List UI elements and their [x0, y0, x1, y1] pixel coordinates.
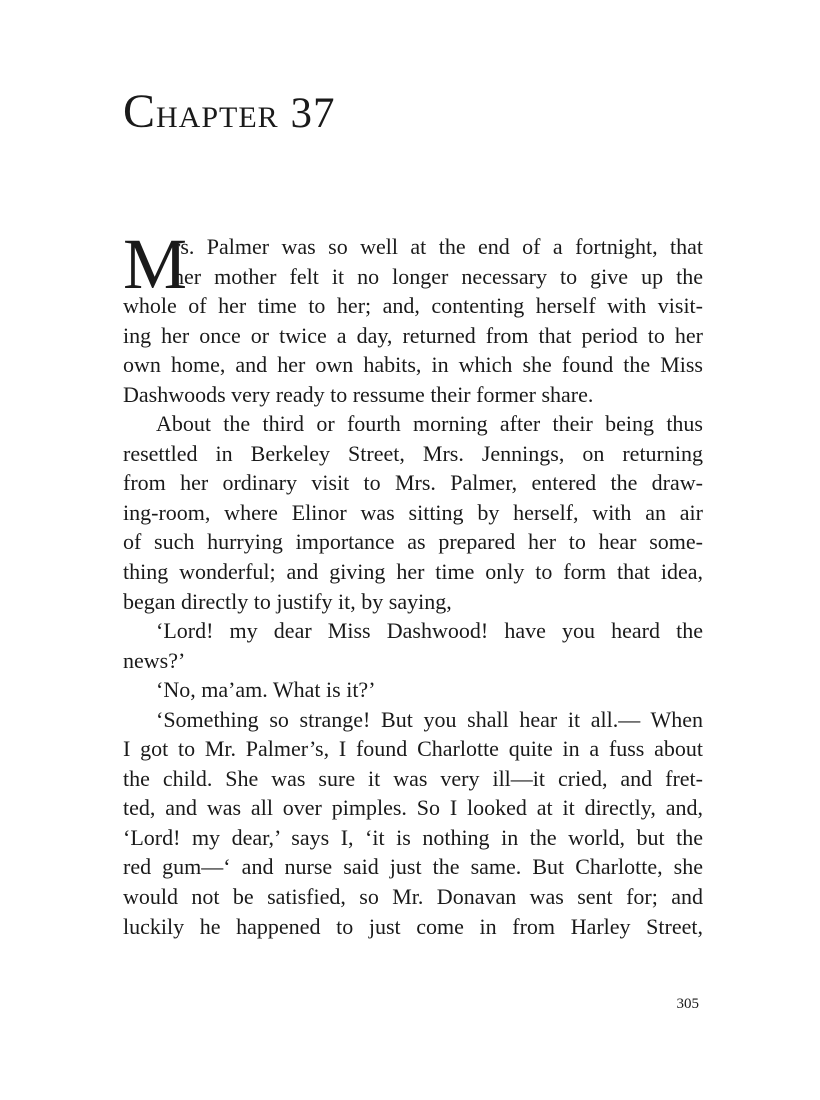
text-line: I got to Mr. Palmer’s, I found Charlotte quite in a fuss about: [123, 736, 703, 762]
text-line: from her ordinary visit to Mrs. Palmer, entered the draw-: [123, 470, 703, 496]
drop-cap: M: [123, 224, 188, 304]
page-number: 305: [676, 996, 699, 1012]
text-line: ing-room, where Elinor was sitting by herself, with an air: [123, 499, 703, 525]
text-line: ‘No, ma’am. What is it?’: [156, 677, 376, 703]
text-line: luckily he happened to just come in from Harley Street,: [123, 913, 703, 939]
text-line: ‘Lord! my dear Miss Dashwood! have you heard the: [156, 618, 703, 644]
text-line: own home, and her own habits, in which she found the Miss: [123, 352, 703, 378]
text-line: whole of her time to her; and, contenting herself with visit-: [123, 293, 703, 319]
text-line: ted, and was all over pimples. So I looked at it directly, and,: [123, 795, 703, 821]
text-line: Dashwoods very ready to ressume their former share.: [123, 381, 594, 407]
chapter-title-rest: hapter 37: [156, 90, 336, 137]
text-line: About the third or fourth morning after their being thus: [156, 411, 703, 437]
text-line: resettled in Berkeley Street, Mrs. Jennings, on returning: [123, 440, 703, 466]
text-line: rs. Palmer was so well at the end of a fortnight, that: [173, 234, 703, 259]
text-line: began directly to justify it, by saying,: [123, 588, 452, 614]
text-line: ‘Lord! my dear,’ says I, ‘it is nothing in the world, but the: [123, 824, 703, 850]
text-line: news?’: [123, 647, 186, 673]
body-text: [123, 224, 703, 941]
text-line: thing wonderful; and giving her time only to form that idea,: [123, 559, 703, 585]
text-line: of such hurrying importance as prepared her to hear some-: [123, 529, 703, 555]
text-line: red gum—‘ and nurse said just the same. But Charlotte, she: [123, 854, 703, 880]
chapter-title-initial: C: [123, 85, 157, 138]
chapter-title: [123, 84, 335, 142]
text-line: ‘Something so strange! But you shall hear it all.— When: [156, 706, 703, 732]
text-line: would not be satisfied, so Mr. Donavan was sent for; and: [123, 884, 703, 910]
text-line: her mother felt it no longer necessary to give up the: [173, 263, 703, 289]
text-line: the child. She was sure it was very ill—it cried, and fret-: [123, 765, 703, 791]
text-line: ing her once or twice a day, returned from that period to her: [123, 322, 703, 348]
